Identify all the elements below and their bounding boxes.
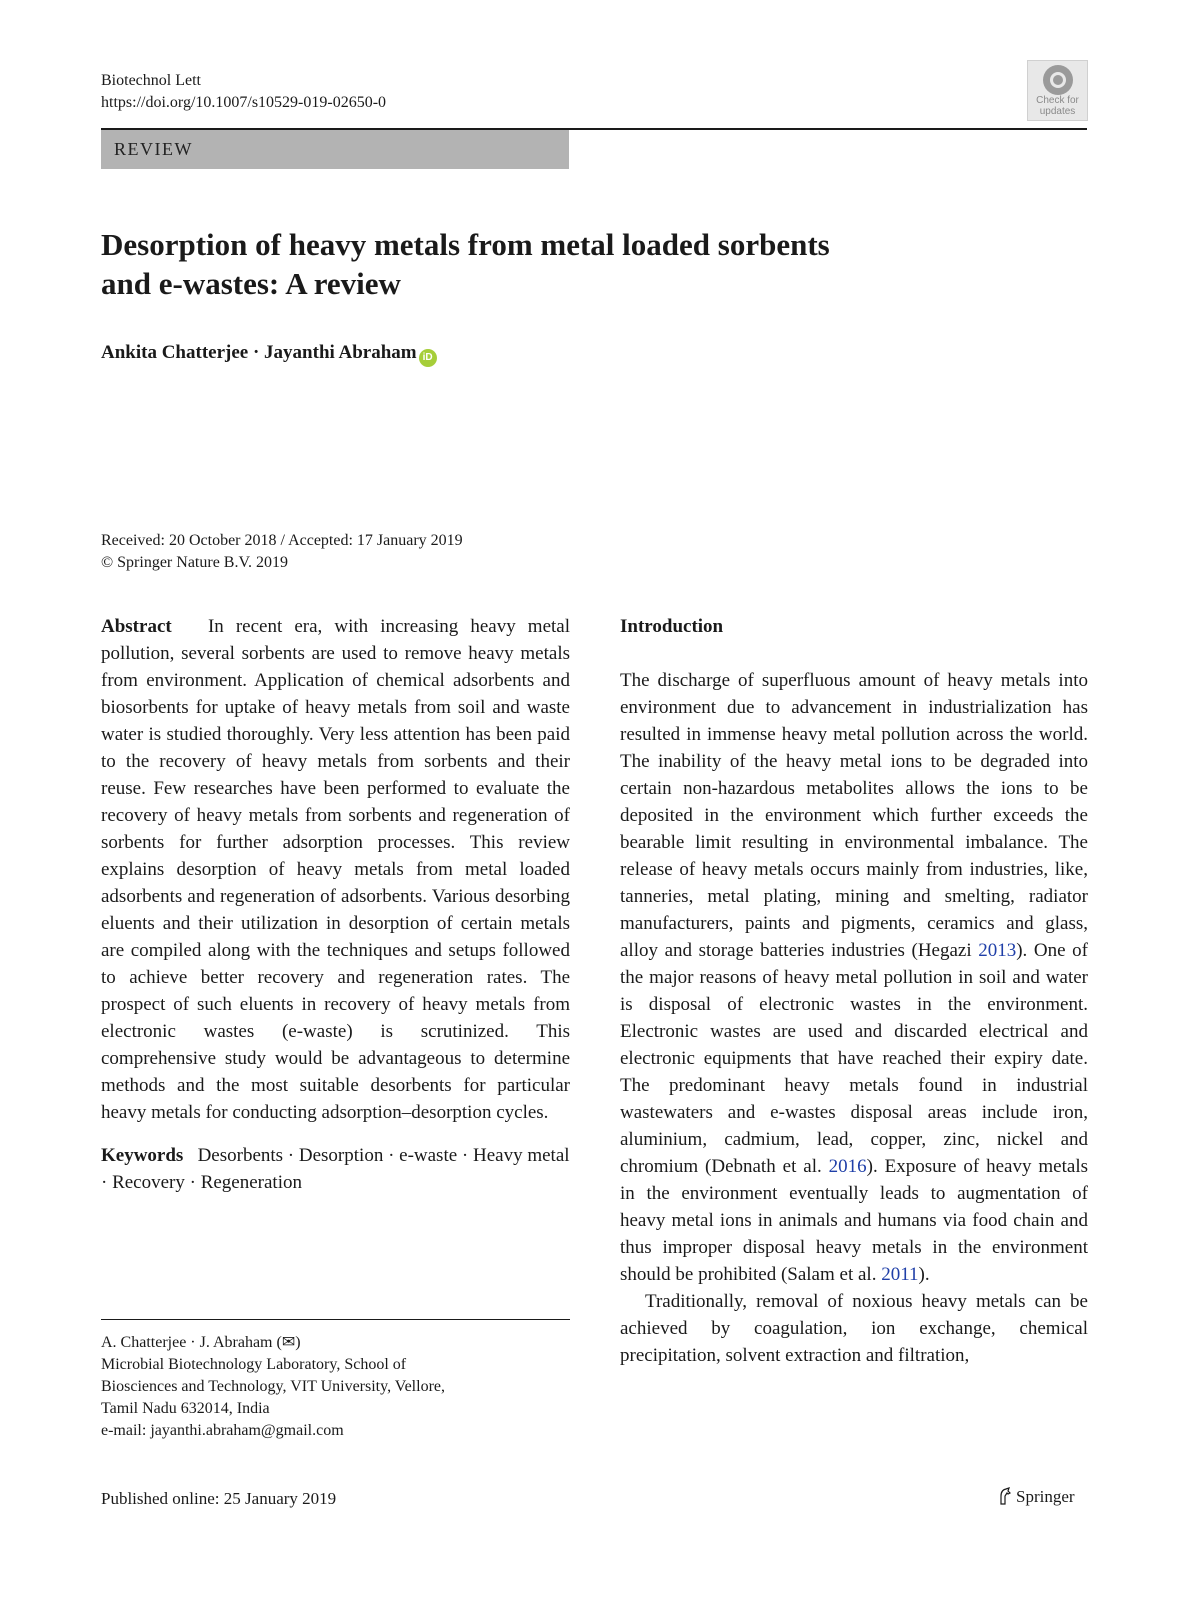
publisher-name: Springer: [1016, 1487, 1075, 1506]
affiliation-line: Biosciences and Technology, VIT University, Vellore,: [101, 1378, 445, 1395]
received-accepted: Received: 20 October 2018 / Accepted: 17 January 2019: [101, 532, 463, 549]
citation-link[interactable]: 2016: [828, 1156, 867, 1177]
intro-text: ).: [918, 1264, 930, 1285]
left-column: [101, 613, 570, 1196]
affiliation-authors: A. Chatterjee · J. Abraham (✉): [101, 1334, 301, 1351]
keywords: [101, 1142, 570, 1196]
article-type: REVIEW: [114, 139, 193, 159]
abstract-label: Abstract: [101, 616, 172, 637]
author-list: [101, 342, 437, 367]
affiliation-block: [101, 1332, 570, 1442]
section-heading-introduction: Introduction: [620, 616, 724, 637]
journal-header: [101, 70, 386, 114]
check-for-updates-badge[interactable]: [1027, 60, 1088, 121]
publisher-logo: [998, 1487, 1075, 1507]
article-type-band: [101, 130, 569, 169]
intro-text: ). Exposure of heavy metals in the environment eventually leads to augmentation of heavy metal ions in animals and humans via food chain and thus improper disposal heavy metals in the environment should be prohibited (Salam et al.: [620, 1156, 1088, 1285]
citation-link[interactable]: 2013: [978, 940, 1017, 961]
intro-paragraph-2: Traditionally, removal of noxious heavy metals can be achieved by coagulation, ion exchange, chemical precipitation, solvent extraction and filtration,: [620, 1291, 1088, 1366]
authors-text: Ankita Chatterjee · Jayanthi Abraham: [101, 342, 417, 363]
badge-label-1: Check for: [1036, 95, 1079, 106]
title-line-1: Desorption of heavy metals from metal loaded sorbents: [101, 227, 830, 262]
keywords-text: Desorbents · Desorption · e-waste · Heavy metal · Recovery · Regeneration: [101, 1145, 570, 1193]
abstract: [101, 613, 570, 1126]
affiliation-email[interactable]: e-mail: jayanthi.abraham@gmail.com: [101, 1422, 344, 1439]
copyright: © Springer Nature B.V. 2019: [101, 554, 288, 571]
right-column: [620, 613, 1088, 1369]
springer-horse-icon: [998, 1487, 1012, 1505]
intro-text: ). One of the major reasons of heavy metal pollution in soil and water is disposal of electronic wastes in the environment. Electronic wastes are used and discarded electrical and electronic equipments that have reached their expiry date. The predominant heavy metals found in industrial wastewaters and e-wastes disposal areas include iron, aluminium, cadmium, lead, copper, zinc, nickel and chromium (Debnath et al.: [620, 940, 1088, 1177]
abstract-text: In recent era, with increasing heavy metal pollution, several sorbents are used to remove heavy metals from environment. Application of chemical adsorbents and biosorbents for uptake of heavy metals from soil and waste water is studied thoroughly. Very less attention has been paid to the recovery of heavy metals from sorbents and their reuse. Few researches have been performed to evaluate the recovery of heavy metals from sorbents and regeneration of sorbents for further adsorption processes. This review explains desorption of heavy metals from metal loaded adsorbents and regeneration of adsorbents. Various desorbing eluents and their utilization in desorption of certain metals are compiled along with the techniques and setups followed to achieve better recovery and regeneration rates. The prospect of such eluents in recovery of heavy metals from electronic wastes (e-waste) is scrutinized. This comprehensive study would be advantageous to determine methods and the most suitable desorbents for particular heavy metals for conducting adsorption–desorption cycles.: [101, 616, 570, 1123]
affiliation-line: Microbial Biotechnology Laboratory, School of: [101, 1356, 407, 1373]
affiliation-rule: [101, 1319, 570, 1320]
intro-text: The discharge of superfluous amount of heavy metals into environment due to advancement in industrialization has resulted in immense heavy metal pollution across the world. The inability of the heavy metal ions to be degraded into certain non-hazardous metabolites allows the ions to be deposited in the environment which further exceeds the bearable limit resulting in environmental imbalance. The release of heavy metals occurs mainly from industries, like, tanneries, metal plating, mining and smelting, radiator manufacturers, paints and pigments, ceramics and glass, alloy and storage batteries industries (Hegazi: [620, 670, 1088, 961]
article-dates: [101, 530, 463, 574]
published-date: Published online: 25 January 2019: [101, 1489, 337, 1508]
article-title: [101, 225, 1001, 303]
affiliation-line: Tamil Nadu 632014, India: [101, 1400, 270, 1417]
keywords-label: Keywords: [101, 1145, 184, 1166]
citation-link[interactable]: 2011: [881, 1264, 919, 1285]
crossmark-icon: [1043, 65, 1073, 95]
badge-label-2: updates: [1039, 106, 1076, 117]
title-line-2: and e-wastes: A review: [101, 266, 401, 301]
doi-link[interactable]: https://doi.org/10.1007/s10529-019-02650-0: [101, 94, 387, 111]
journal-name: Biotechnol Lett: [101, 72, 201, 89]
orcid-icon[interactable]: iD: [419, 349, 437, 367]
intro-paragraph-1: [620, 667, 1088, 1288]
